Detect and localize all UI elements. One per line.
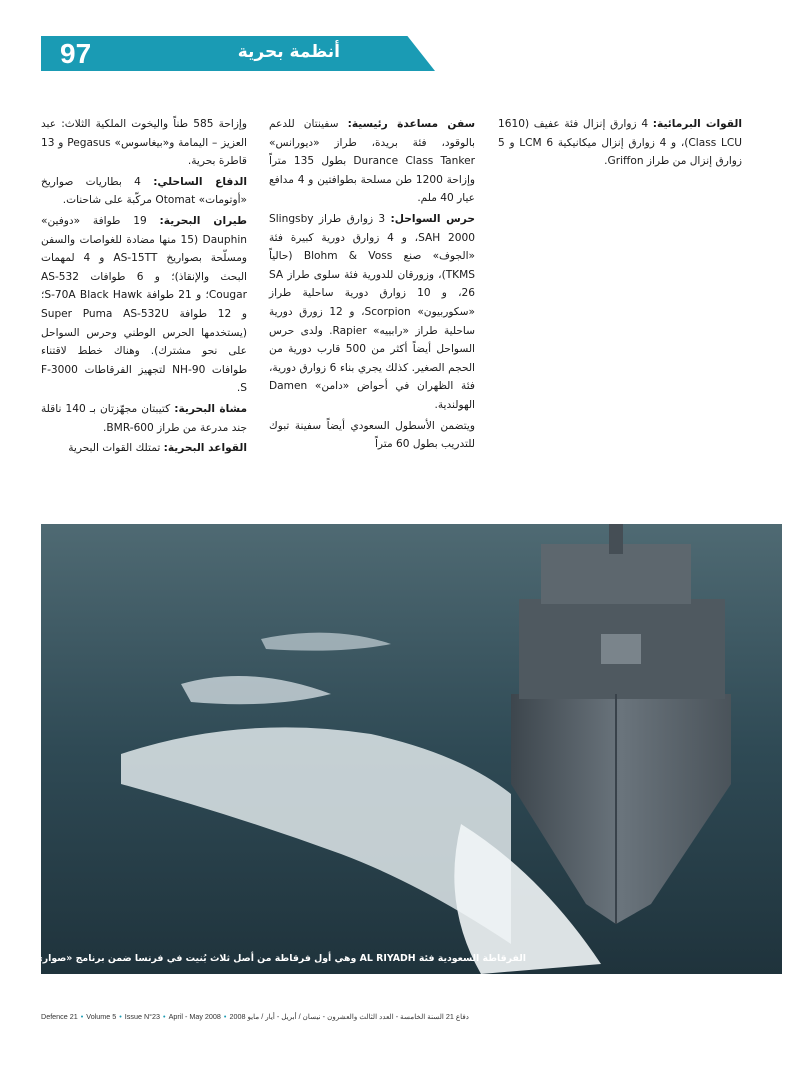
paragraph-lead: سفن مساعدة رئيسية:: [347, 118, 475, 130]
frigate-illustration: [18, 524, 782, 974]
paragraph-text: كتيبتان مجهّزتان بـ 140 ناقلة جند مدرعة من طراز BMR-600.: [41, 402, 247, 434]
paragraph: [41, 173, 247, 210]
footer-item: April - May 2008: [168, 1012, 221, 1021]
section-title: أنظمة بحرية: [237, 42, 340, 62]
text-column-left: [41, 115, 247, 460]
page-number: 97: [60, 38, 92, 69]
frigate-photo: [18, 524, 782, 974]
paragraph-lead: مشاة البحرية:: [174, 402, 247, 415]
paragraph-lead: طيران البحرية:: [159, 214, 247, 227]
paragraph: [269, 417, 475, 454]
paragraph: [41, 439, 247, 458]
paragraph-text: تمتلك القوات البحرية: [68, 442, 164, 455]
paragraph: [269, 115, 475, 208]
footer-separator: •: [223, 1012, 227, 1021]
paragraph-text: 3 زوارق طراز Slingsby SAH 2000، و 4 زوارق دورية كبيرة فئة «الجوف» صنع Blohm & Voss (حالياً TKMS)، وزورقان للدورية فئة سلوى طراز SA 26، و 10 زوارق دورية ساحلية طراز «سكوربيون» Scorpion، و 12 زورق دورية ساحلية طراز «رابييه» Rapier. ولدى حرس السواحل أيضاً أكثر من 500 قارب دورية من الحجم الصغير. كذلك يجري بناء 6 زوارق دورية، فئة الظهران في أحواض «دامن» Damen الهولندية.: [269, 212, 476, 411]
paragraph-text: 19 طوافة «دوفين» Dauphin (15 منها مضادة للغواصات والسفن ومسلّحة بصواريخ AS-15TT و 4 لمهمات البحث والإنقاذ)؛ و 6 طوافات AS-532 Cougar؛ و 21 طوافة S-70A Black Hawk؛ و 12 طوافة Super Puma AS-532U (يستخدمها الحرس الوطني وحرس السواحل على نحو مشترك). وهناك خطط لاقتناء طوافات NH-90 لتجهيز الفرقاطات F-3000 S.: [41, 214, 248, 395]
photo-caption: الفرقاطة السعودية فئة AL RIYADH وهي أول فرقاطة من أصل ثلاث بُنيت في فرنسا ضمن برنامج «صواري 2»: [18, 953, 526, 964]
paragraph: [41, 400, 247, 437]
paragraph: [498, 115, 742, 171]
gun-turret: [601, 634, 641, 664]
text-column-right: [498, 115, 742, 173]
paragraph-text: سفينتان للدعم بالوقود، فئة بريدة، طراز «ديورانس» Durance Class Tanker بطول 135 متراً وإزاحة 1200 طن مسلحة بطوافتين و 4 مدافع عيار 40 ملم.: [269, 118, 476, 205]
paragraph-text: وإزاحة 585 طناً واليخوت الملكية الثلاث: عبد العزيز – اليمامة و«بيغاسوس» Pegasus و 13 قاطرة بحرية.: [41, 118, 247, 168]
footer-separator: •: [119, 1012, 122, 1021]
footer-item: Defence 21: [41, 1012, 78, 1021]
paragraph: [41, 115, 247, 171]
paragraph-lead: القواعد البحرية:: [163, 442, 247, 455]
footer-item: دفاع 21 السنة الخامسة - العدد الثالث والعشرون - نيسان / أبريل - أيار / مايو 2008: [229, 1012, 469, 1021]
footer: [41, 1012, 501, 1021]
footer-item: Volume 5: [86, 1012, 117, 1021]
paragraph: [41, 212, 247, 398]
paragraph-lead: الدفاع الساحلي:: [153, 175, 247, 188]
footer-separator: •: [80, 1012, 84, 1021]
paragraph-lead: حرس السواحل:: [390, 212, 475, 225]
paragraph: [269, 210, 475, 415]
paragraph-text: ويتضمن الأسطول السعودي أيضاً سفينة تبوك للتدريب بطول 60 متراً: [269, 419, 475, 451]
mast: [609, 524, 623, 554]
paragraph-text: 4 بطاريات صواريخ «أوتومات» Otomat مركّبة على شاحنات.: [41, 175, 247, 207]
text-column-middle: [269, 115, 475, 456]
paragraph-lead: القوات البرمائية:: [652, 118, 742, 130]
footer-separator: •: [163, 1012, 166, 1021]
paragraph-text: 4 زوارق إنزال فئة عفيف (1610 Class LCU)، و 4 زوارق إنزال ميكانيكية LCM 6 و 5 زوارق إنزال من طراز Griffon.: [498, 118, 743, 168]
footer-item: Issue N°23: [124, 1012, 161, 1021]
